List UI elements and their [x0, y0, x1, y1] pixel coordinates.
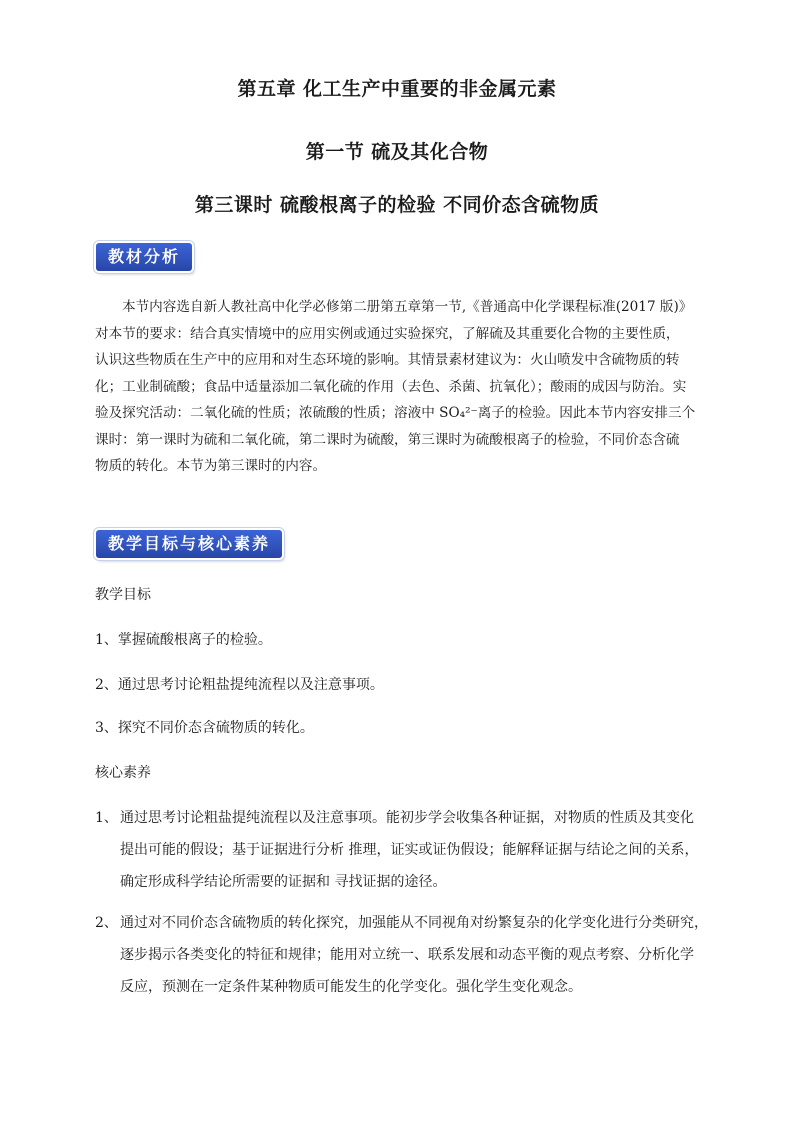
objective-item: 1、掌握硫酸根离子的检验。 [95, 632, 272, 648]
section-title: 第一节 硫及其化合物 [305, 141, 489, 163]
core-item-text [120, 802, 715, 898]
core-item [95, 802, 715, 898]
core-item-text [120, 907, 715, 1003]
core-item-line: 逐步揭示各类变化的特征和规律；能用对立统一、联系发展和动态平衡的观点考察、分析化学 [120, 947, 694, 963]
core-item-line: 通过思考讨论粗盐提纯流程以及注意事项。能初步学会收集各种证据，对物质的性质及其变化 [120, 810, 694, 826]
analysis-line: 物质的转化。本节为第三课时的内容。 [95, 458, 327, 474]
analysis-line: 验及探究活动：二氧化硫的性质；浓硫酸的性质；溶液中 SO₄²⁻离子的检验。因此本节内容安排三个 [95, 405, 696, 421]
chapter-title: 第五章 化工生产中重要的非金属元素 [237, 78, 557, 100]
core-item-line: 确定形成科学结论所需要的证据和 寻找证据的途径。 [120, 874, 447, 890]
core-item-line: 通过对不同价态含硫物质的转化探究，加强能从不同视角对纷繁复杂的化学变化进行分类研究， [120, 915, 708, 931]
analysis-line: 本节内容选自新人教社高中化学必修第二册第五章第一节,《普通高中化学课程标准(2017 版)》 [122, 299, 693, 315]
objective-item: 2、通过思考讨论粗盐提纯流程以及注意事项。 [95, 677, 384, 693]
analysis-line: 对本节的要求：结合真实情境中的应用实例或通过实验探究，了解硫及其重要化合物的主要性质， [95, 325, 680, 342]
core-item-number: 2、 [95, 915, 118, 931]
analysis-line: 课时：第一课时为硫和二氧化硫，第二课时为硫酸，第三课时为硫酸根离子的检验，不同价态含硫 [95, 431, 680, 448]
analysis-line: 认识这些物质在生产中的应用和对生态环境的影响。其情景素材建议为：火山喷发中含硫物质的转 [95, 352, 680, 368]
core-item-line: 提出可能的假设；基于证据进行分析 推理，证实或证伪假设；能解释证据与结论之间的关系， [120, 842, 699, 858]
goals-badge: 教学目标与核心素养 [96, 530, 282, 558]
core-item-line: 反应，预测在一定条件某种物质可能发生的化学变化。强化学生变化观念。 [120, 979, 582, 995]
objectives-heading: 教学目标 [95, 587, 151, 603]
objective-item: 3、探究不同价态含硫物质的转化。 [95, 720, 314, 736]
core-heading: 核心素养 [95, 765, 151, 781]
analysis-paragraph [95, 294, 707, 480]
core-item [95, 907, 715, 1003]
core-item-number: 1、 [95, 810, 118, 826]
lesson-title: 第三课时 硫酸根离子的检验 不同价态含硫物质 [194, 194, 600, 216]
analysis-line: 化；工业制硫酸；食品中适量添加二氧化硫的作用（去色、杀菌、抗氧化）；酸雨的成因与防治。实 [95, 378, 687, 395]
analysis-badge: 教材分析 [96, 243, 192, 271]
